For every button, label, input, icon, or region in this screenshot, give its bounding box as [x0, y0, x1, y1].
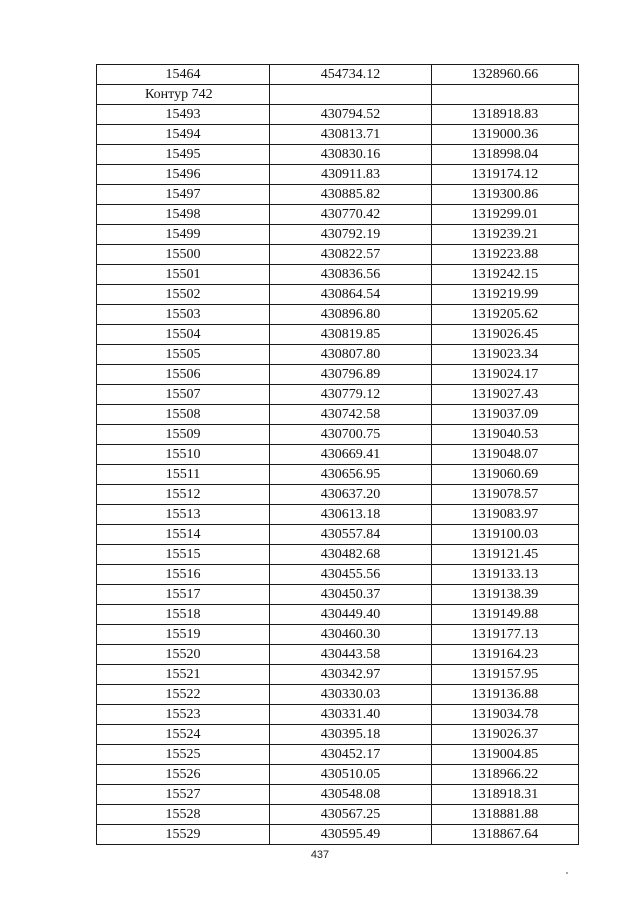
y-coordinate-cell: 1319299.01	[432, 205, 579, 225]
table-row	[97, 365, 579, 385]
point-number-cell: 15520	[97, 645, 270, 665]
table-row	[97, 725, 579, 745]
point-number-cell: 15517	[97, 585, 270, 605]
x-coordinate-cell: 430548.08	[270, 785, 432, 805]
point-number-cell: 15505	[97, 345, 270, 365]
table-row	[97, 205, 579, 225]
table-row	[97, 785, 579, 805]
point-number-cell: 15493	[97, 105, 270, 125]
table-row	[97, 585, 579, 605]
table-row	[97, 485, 579, 505]
x-coordinate-cell: 430637.20	[270, 485, 432, 505]
table-row	[97, 325, 579, 345]
point-number-cell: 15513	[97, 505, 270, 525]
table-row	[97, 685, 579, 705]
x-coordinate-cell: 430700.75	[270, 425, 432, 445]
point-number-cell: 15512	[97, 485, 270, 505]
x-coordinate-cell: 430455.56	[270, 565, 432, 585]
table-row	[97, 265, 579, 285]
x-coordinate-cell: 430770.42	[270, 205, 432, 225]
table-row	[97, 185, 579, 205]
y-coordinate-cell: 1319023.34	[432, 345, 579, 365]
coordinates-table-body	[97, 65, 579, 845]
point-number-cell: 15525	[97, 745, 270, 765]
point-number-cell: 15502	[97, 285, 270, 305]
table-row	[97, 825, 579, 845]
table-row	[97, 245, 579, 265]
x-coordinate-cell: 430779.12	[270, 385, 432, 405]
point-number-cell: 15498	[97, 205, 270, 225]
y-coordinate-cell: 1319000.36	[432, 125, 579, 145]
scan-speck	[566, 872, 568, 874]
y-coordinate-cell: 1319037.09	[432, 405, 579, 425]
table-row	[97, 125, 579, 145]
table-row	[97, 705, 579, 725]
contour-label: Контур 742	[97, 85, 270, 105]
y-coordinate-cell: 1319034.78	[432, 705, 579, 725]
x-coordinate-cell: 430807.80	[270, 345, 432, 365]
y-coordinate-cell: 1319083.97	[432, 505, 579, 525]
point-number-cell: 15511	[97, 465, 270, 485]
point-number-cell: 15521	[97, 665, 270, 685]
point-number-cell: 15522	[97, 685, 270, 705]
point-number-cell: 15506	[97, 365, 270, 385]
x-coordinate-cell: 430342.97	[270, 665, 432, 685]
y-coordinate-cell: 1319078.57	[432, 485, 579, 505]
y-coordinate-cell: 1319242.15	[432, 265, 579, 285]
table-row	[97, 625, 579, 645]
x-coordinate-cell: 430557.84	[270, 525, 432, 545]
point-number-cell: 15516	[97, 565, 270, 585]
table-row	[97, 305, 579, 325]
x-coordinate-cell: 430510.05	[270, 765, 432, 785]
y-coordinate-cell: 1319060.69	[432, 465, 579, 485]
point-number-cell: 15464	[97, 65, 270, 85]
x-coordinate-cell: 430460.30	[270, 625, 432, 645]
y-coordinate-cell: 1319177.13	[432, 625, 579, 645]
x-coordinate-cell: 430669.41	[270, 445, 432, 465]
x-coordinate-cell: 430830.16	[270, 145, 432, 165]
x-coordinate-cell: 430330.03	[270, 685, 432, 705]
y-coordinate-cell: 1318998.04	[432, 145, 579, 165]
x-coordinate-cell: 430792.19	[270, 225, 432, 245]
x-coordinate-cell: 430813.71	[270, 125, 432, 145]
point-number-cell: 15528	[97, 805, 270, 825]
table-row	[97, 645, 579, 665]
point-number-cell: 15509	[97, 425, 270, 445]
point-number-cell: 15514	[97, 525, 270, 545]
point-number-cell: 15510	[97, 445, 270, 465]
y-coordinate-cell: 1318918.83	[432, 105, 579, 125]
table-row	[97, 565, 579, 585]
y-coordinate-cell: 1319026.45	[432, 325, 579, 345]
y-coordinate-cell: 1318918.31	[432, 785, 579, 805]
point-number-cell: 15496	[97, 165, 270, 185]
table-row	[97, 605, 579, 625]
table-row	[97, 665, 579, 685]
x-coordinate-cell: 430896.80	[270, 305, 432, 325]
point-number-cell: 15504	[97, 325, 270, 345]
point-number-cell: 15523	[97, 705, 270, 725]
y-coordinate-cell: 1319026.37	[432, 725, 579, 745]
table-row	[97, 765, 579, 785]
table-row	[97, 805, 579, 825]
y-coordinate-cell: 1318966.22	[432, 765, 579, 785]
point-number-cell: 15508	[97, 405, 270, 425]
x-coordinate-cell: 430819.85	[270, 325, 432, 345]
y-coordinate-cell: 1319100.03	[432, 525, 579, 545]
point-number-cell: 15519	[97, 625, 270, 645]
table-row	[97, 165, 579, 185]
table-row	[97, 505, 579, 525]
point-number-cell: 15515	[97, 545, 270, 565]
y-coordinate-cell: 1319223.88	[432, 245, 579, 265]
x-coordinate-cell: 430885.82	[270, 185, 432, 205]
point-number-cell: 15503	[97, 305, 270, 325]
table-row	[97, 425, 579, 445]
x-coordinate-cell: 430567.25	[270, 805, 432, 825]
table-row	[97, 445, 579, 465]
y-coordinate-cell: 1319138.39	[432, 585, 579, 605]
table-row	[97, 105, 579, 125]
point-number-cell: 15499	[97, 225, 270, 245]
x-coordinate-cell: 430794.52	[270, 105, 432, 125]
x-coordinate-cell: 430836.56	[270, 265, 432, 285]
y-coordinate-cell: 1319048.07	[432, 445, 579, 465]
table-row	[97, 145, 579, 165]
y-coordinate-cell: 1319136.88	[432, 685, 579, 705]
table-row	[97, 405, 579, 425]
x-coordinate-cell: 430822.57	[270, 245, 432, 265]
x-coordinate-cell: 430452.17	[270, 745, 432, 765]
point-number-cell: 15527	[97, 785, 270, 805]
point-number-cell: 15495	[97, 145, 270, 165]
x-coordinate-cell: 454734.12	[270, 65, 432, 85]
point-number-cell: 15524	[97, 725, 270, 745]
x-coordinate-cell: 430864.54	[270, 285, 432, 305]
point-number-cell: 15494	[97, 125, 270, 145]
table-row	[97, 545, 579, 565]
point-number-cell: 15507	[97, 385, 270, 405]
point-number-cell: 15497	[97, 185, 270, 205]
table-row	[97, 465, 579, 485]
point-number-cell: 15526	[97, 765, 270, 785]
x-coordinate-cell: 430656.95	[270, 465, 432, 485]
table-row	[97, 745, 579, 765]
table-row	[97, 65, 579, 85]
y-coordinate-cell: 1319219.99	[432, 285, 579, 305]
x-coordinate-cell: 430331.40	[270, 705, 432, 725]
y-coordinate-cell: 1319239.21	[432, 225, 579, 245]
contour-header-row	[97, 85, 579, 105]
x-coordinate-cell: 430450.37	[270, 585, 432, 605]
y-coordinate-cell: 1328960.66	[432, 65, 579, 85]
x-coordinate-cell: 430595.49	[270, 825, 432, 845]
x-coordinate-cell: 430449.40	[270, 605, 432, 625]
y-coordinate-cell: 1318867.64	[432, 825, 579, 845]
table-row	[97, 345, 579, 365]
x-coordinate-cell: 430395.18	[270, 725, 432, 745]
table-row	[97, 285, 579, 305]
y-coordinate-cell: 1319300.86	[432, 185, 579, 205]
y-coordinate-cell: 1319040.53	[432, 425, 579, 445]
y-coordinate-cell: 1319121.45	[432, 545, 579, 565]
y-coordinate-cell: 1319157.95	[432, 665, 579, 685]
point-number-cell: 15518	[97, 605, 270, 625]
x-coordinate-cell: 430911.83	[270, 165, 432, 185]
x-coordinate-cell: 430796.89	[270, 365, 432, 385]
x-coordinate-cell: 430443.58	[270, 645, 432, 665]
y-coordinate-cell: 1319164.23	[432, 645, 579, 665]
y-coordinate-cell: 1319174.12	[432, 165, 579, 185]
table-row	[97, 525, 579, 545]
point-number-cell: 15500	[97, 245, 270, 265]
x-coordinate-cell: 430613.18	[270, 505, 432, 525]
point-number-cell: 15501	[97, 265, 270, 285]
y-coordinate-cell: 1318881.88	[432, 805, 579, 825]
x-coordinate-cell: 430482.68	[270, 545, 432, 565]
x-coordinate-cell: 430742.58	[270, 405, 432, 425]
table-row	[97, 225, 579, 245]
y-coordinate-cell: 1319149.88	[432, 605, 579, 625]
empty-cell	[270, 85, 432, 105]
coordinates-table	[96, 64, 579, 845]
y-coordinate-cell: 1319027.43	[432, 385, 579, 405]
y-coordinate-cell: 1319205.62	[432, 305, 579, 325]
page-number: 437	[310, 849, 330, 861]
empty-cell	[432, 85, 579, 105]
y-coordinate-cell: 1319133.13	[432, 565, 579, 585]
point-number-cell: 15529	[97, 825, 270, 845]
table-row	[97, 385, 579, 405]
y-coordinate-cell: 1319004.85	[432, 745, 579, 765]
y-coordinate-cell: 1319024.17	[432, 365, 579, 385]
